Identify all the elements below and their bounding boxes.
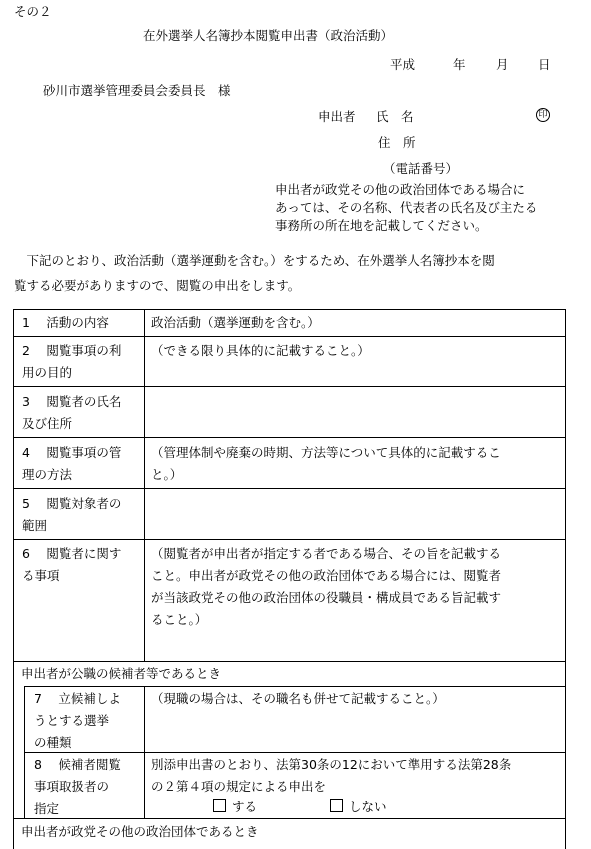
- row6-value: （閲覧者が申出者が指定する者である場合、その旨を記載する こと。申出者が政党その他の政治団体である場合には、閲覧者 が当該政党その他の政治団体の役職員・構成員である旨記載す ること。）: [151, 546, 502, 627]
- section-candidate: 申出者が公職の候補者等であるとき: [21, 666, 222, 681]
- option-yes-label: する: [232, 799, 258, 814]
- checkbox-no[interactable]: [330, 799, 343, 812]
- form-number: その２: [14, 4, 52, 19]
- row5-label: 5 閲覧対象者の 範囲: [22, 496, 122, 533]
- phone-label: （電話番号）: [383, 161, 459, 176]
- applicant-note: 申出者が政党その他の政治団体である場合に あっては、その名称、代表者の氏名及び主たる 事務所の所在地を記載してください。: [275, 182, 538, 233]
- row6-label: 6 閲覧者に関す る事項: [22, 546, 122, 583]
- address-label: 住 所: [378, 135, 416, 150]
- row7-label: 7 立候補しよ うとする選挙 の種類: [34, 691, 121, 750]
- row2-value: （できる限り具体的に記載すること。）: [151, 343, 370, 358]
- row1-value: 政治活動（選挙運動を含む。）: [151, 315, 320, 330]
- applicant-label: 申出者: [318, 109, 356, 124]
- option-yes[interactable]: [213, 798, 257, 816]
- option-no-label: しない: [349, 799, 387, 814]
- row4-label: 4 閲覧事項の管 理の方法: [22, 445, 122, 482]
- intro-paragraph: 下記のとおり、政治活動（選挙運動を含む。）をするため、在外選挙人名簿抄本を閲 覧する必要がありますので、閲覧の申出をします。: [14, 253, 495, 293]
- row3-label: 3 閲覧者の氏名 及び住所: [22, 394, 122, 431]
- row8-label: 8 候補者閲覧 事項取扱者の 指定: [34, 757, 121, 816]
- date-era: 平成: [390, 57, 416, 72]
- row4-value: （管理体制や廃棄の時期、方法等について具体的に記載するこ と。）: [151, 445, 501, 482]
- seal-icon: 印: [536, 108, 550, 122]
- addressee: 砂川市選挙管理委員会委員長 様: [43, 83, 231, 98]
- date-day: 日: [538, 57, 551, 72]
- row7-value: （現職の場合は、その職名も併せて記載すること。）: [151, 691, 445, 706]
- name-label: 氏 名: [376, 109, 414, 124]
- section-party: 申出者が政党その他の政治団体であるとき: [21, 824, 259, 839]
- checkbox-yes[interactable]: [213, 799, 226, 812]
- date-year: 年: [453, 57, 466, 72]
- option-no[interactable]: [330, 798, 387, 816]
- row1-label: 1 活動の内容: [22, 315, 109, 330]
- row2-label: 2 閲覧事項の利 用の目的: [22, 343, 122, 380]
- document-title: 在外選挙人名簿抄本閲覧申出書（政治活動）: [143, 28, 394, 43]
- row8-value: 別添申出書のとおり、法第30条の12において準用する法第28条 の２第４項の規定による申出を: [151, 757, 512, 794]
- date-month: 月: [496, 57, 509, 72]
